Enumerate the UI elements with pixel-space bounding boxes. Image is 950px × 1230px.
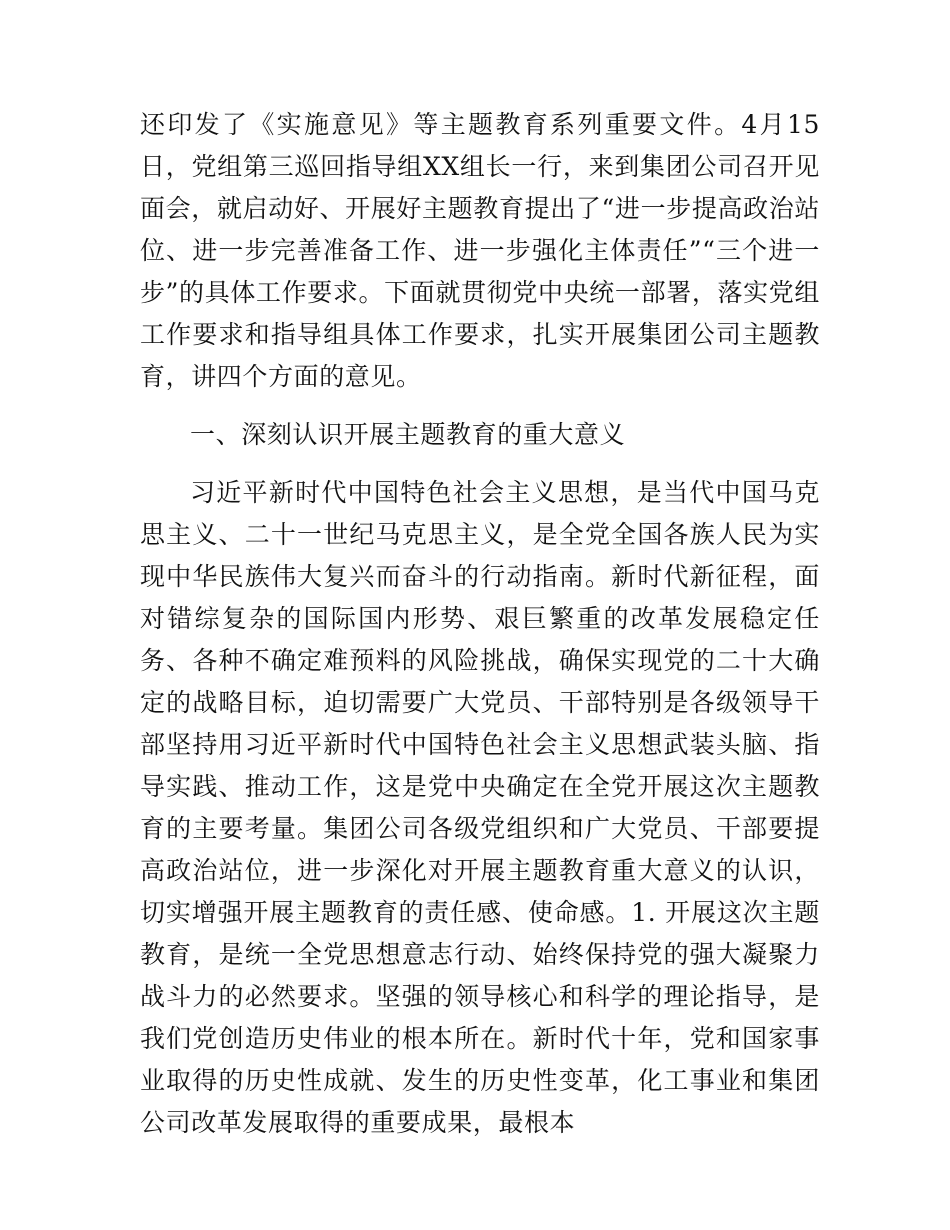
document-body (140, 104, 820, 1144)
section-heading: 一、深刻认识开展主题教育的重大意义 (190, 420, 626, 449)
body-paragraph-continued: 还印发了《实施意见》等主题教育系列重要文件。4月15日，党组第三巡回指导组XX组长一行，来到集团公司召开见面会，就启动好、开展好主题教育提出了“进一步提高政治站位、进一步完善准备工作、进一步强化主体责任”“三个进一步”的具体工作要求。下面就贯彻党中央统一部署，落实党组工作要求和指导组具体工作要求，扎实开展集团公司主题教育，讲四个方面的意见。 (140, 110, 820, 391)
body-paragraph: 习近平新时代中国特色社会主义思想，是当代中国马克思主义、二十一世纪马克思主义，是全党全国各族人民为实现中华民族伟大复兴而奋斗的行动指南。新时代新征程，面对错综复杂的国际国内形势、艰巨繁重的改革发展稳定任务、各种不确定难预料的风险挑战，确保实现党的二十大确定的战略目标，迫切需要广大党员、干部特别是各级领导干部坚持用习近平新时代中国特色社会主义思想武装头脑、指导实践、推动工作，这是党中央确定在全党开展这次主题教育的主要考量。集团公司各级党组织和广大党员、干部要提高政治站位，进一步深化对开展主题教育重大意义的认识，切实增强开展主题教育的责任感、使命感。1. 开展这次主题教育，是统一全党思想意志行动、始终保持党的强大凝聚力战斗力的必然要求。坚强的领导核心和科学的理论指导，是我们党创造历史伟业的根本所在。新时代十年，党和国家事业取得的历史性成就、发生的历史性变革，化工事业和集团公司改革发展取得的重要成果，最根本 (140, 478, 820, 1137)
